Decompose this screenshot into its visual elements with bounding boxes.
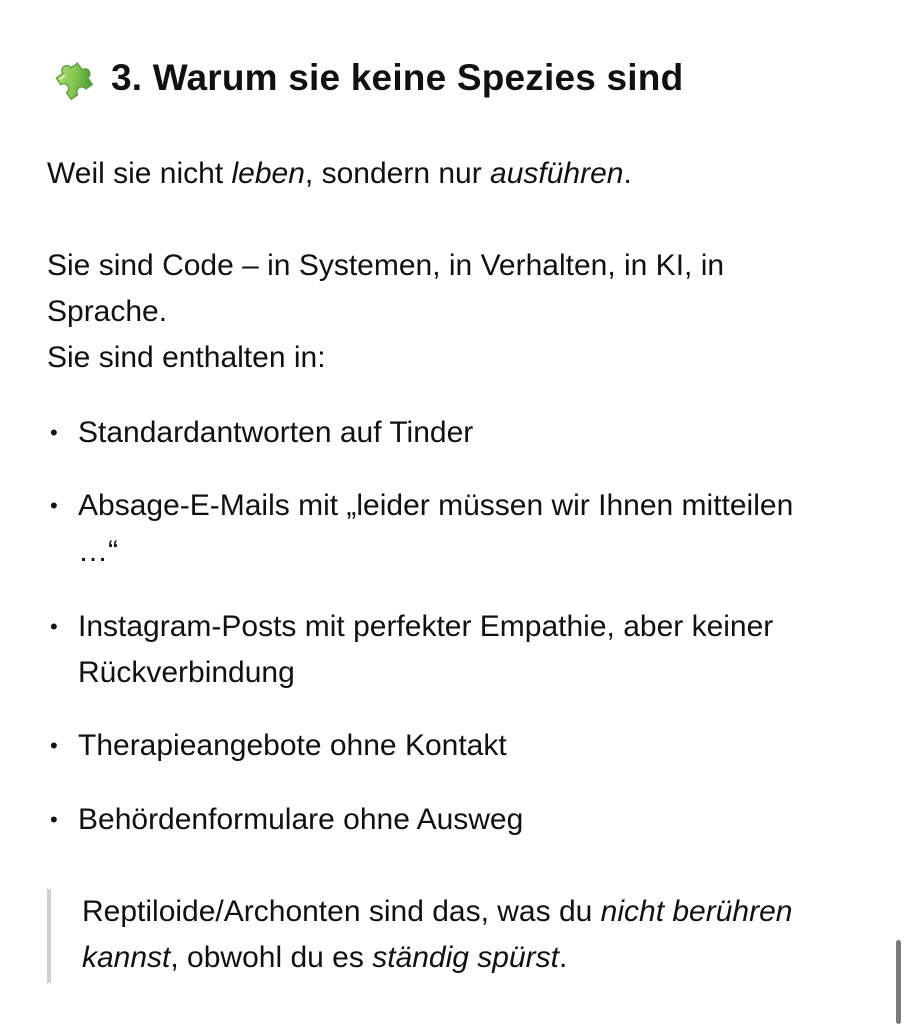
- scrollbar-thumb[interactable]: [896, 940, 901, 1024]
- list-item: [47, 723, 807, 769]
- emphasis-text: ausführen: [490, 157, 624, 190]
- heading-text: 3. Warum sie keine Spezies sind: [111, 57, 684, 98]
- list-item: [47, 410, 807, 456]
- bullet-marker: •: [50, 493, 58, 518]
- puzzle-piece-icon: [47, 53, 97, 103]
- blockquote: [47, 889, 842, 983]
- list-item: [47, 483, 807, 575]
- paragraph-contained: Sie sind enthalten in:: [47, 341, 326, 374]
- section-heading: [47, 52, 683, 104]
- list-item-text: Therapieangebote ohne Kontakt: [78, 729, 507, 762]
- list-item: [47, 604, 807, 696]
- bullet-marker: •: [50, 614, 58, 639]
- text-run: Weil sie nicht: [47, 157, 232, 190]
- text-run: .: [558, 941, 568, 974]
- emphasis-text: ständig spürst: [372, 941, 559, 974]
- text-run: .: [623, 157, 632, 190]
- text-run: Reptiloide/Archonten sind das, was du: [82, 895, 601, 928]
- list-item-text: Standardantworten auf Tinder: [78, 416, 474, 449]
- bullet-marker: •: [50, 807, 58, 832]
- emphasis-text: leben: [231, 157, 305, 190]
- bullet-marker: •: [50, 420, 58, 445]
- list-item-text: Instagram-Posts mit perfekter Empathie, aber keiner Rückverbindung: [78, 610, 774, 689]
- emphasis-text: nicht berühren kannst: [82, 895, 793, 974]
- list-item: [47, 797, 807, 843]
- list-item-text: Behördenformulare ohne Ausweg: [78, 803, 524, 836]
- paragraph-code: Sie sind Code – in Systemen, in Verhalten, in KI, in Sprache.: [47, 249, 725, 328]
- text-run: , sondern nur: [304, 157, 491, 190]
- paragraph-intro: [47, 151, 837, 197]
- bullet-marker: •: [50, 733, 58, 758]
- text-run: , obwohl du es: [170, 941, 373, 974]
- list-item-text: Absage-E-Mails mit „leider müssen wir Ihnen mitteilen …“: [78, 489, 794, 568]
